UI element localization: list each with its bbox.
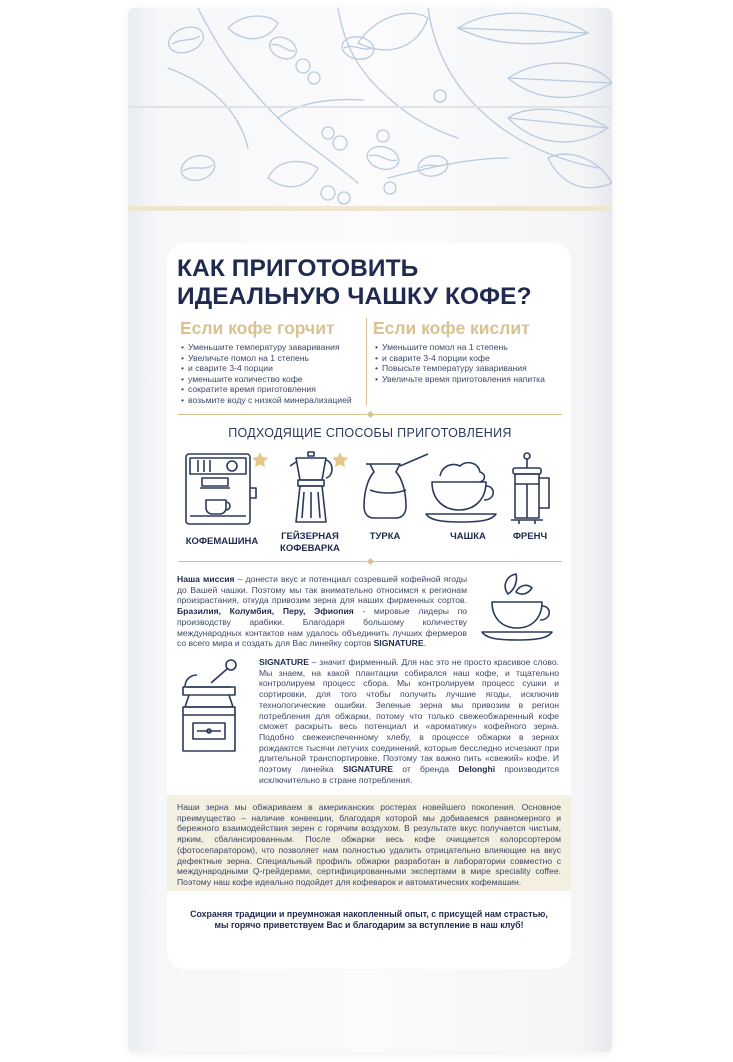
mission-brand: SIGNATURE — [373, 638, 424, 649]
closing-statement — [172, 909, 566, 931]
sour-heading: Если кофе кислит — [373, 318, 530, 338]
coffee-grinder-icon — [175, 657, 245, 757]
signature-lead: SIGNATURE — [259, 657, 309, 667]
signature-text: производится исключительно в стране потребления. — [259, 764, 559, 785]
list-item: • возьмите воду с низкой минерализацией — [181, 395, 363, 406]
signature-text: – значит фирменный. Для нас это не просто красивое слово. Мы знаем, на какой плантации собирался наш кофе, и тщательно контролируем процесс сбора. Мы контролируем процесс сушки и сортировки, для того чтобы получить лучшие ягоды, исключив технологические ошибки. Зеленые зерна мы привозим в регион потребления для обжарки, потому что только свежеобжаренный кофе сможет раскрыть весь потенциал и «ароматику» кофейного зерна. Подобно свежеиспеченному хлебу, в процессе обжарки в зернах рождаются тысячи летучих соединений, которые бесследно исчезают при длительной транспортировке. Поэтому так важно пить «свежий» кофе. И поэтому линейка — [259, 657, 559, 775]
page-title — [177, 255, 577, 311]
method-label-coffee-machine: КОФЕМАШИНА — [185, 536, 259, 547]
star-icon — [332, 452, 348, 467]
list-item: • Повысьте температуру заваривания — [375, 363, 565, 374]
methods-heading: ПОДХОДЯЩИЕ СПОСОБЫ ПРИГОТОВЛЕНИЯ — [228, 426, 512, 440]
list-item: • Увеличьте время приготовления напитка — [375, 374, 565, 385]
espresso-machine-icon — [180, 448, 270, 530]
list-item: • уменьшите количество кофе — [181, 374, 363, 385]
column-divider — [366, 318, 367, 406]
zipper-line — [128, 106, 612, 108]
mission-text: . — [423, 638, 426, 649]
signature-text: от бренда — [392, 764, 459, 775]
star-icon — [252, 452, 268, 467]
list-item: • сократите время приготовления — [181, 384, 363, 395]
sour-tips-list — [375, 342, 565, 384]
turkish-cezve-icon — [356, 452, 430, 524]
list-item: • Уменьшите помол на 1 степень — [375, 342, 565, 353]
method-label-line: КОФЕВАРКА — [280, 543, 340, 554]
label-top-band — [128, 206, 612, 211]
title-line-2: ИДЕАЛЬНУЮ ЧАШКУ КОФЕ? — [177, 283, 532, 310]
method-label-cup: ЧАШКА — [450, 531, 486, 542]
cappuccino-cup-icon — [424, 462, 500, 526]
method-label-line: ГЕЙЗЕРНАЯ — [281, 531, 339, 542]
list-item: • и сварите 3-4 порции — [181, 363, 363, 374]
mission-text: - мировые лидеры по производству арабики. Благодаря большому количеству международных контактов нам удалось объединить лучших фермеров со всего мира и создать для Вас линейку сортов — [177, 606, 468, 649]
title-line-1: КАК ПРИГОТОВИТЬ — [177, 255, 419, 282]
method-label-french-press: ФРЕНЧ — [512, 531, 548, 542]
moka-pot-icon — [278, 448, 350, 528]
closing-line-1: Сохраняя традиции и преумножая накопленный опыт, с присущей нам страстью, — [190, 909, 548, 919]
signature-paragraph — [259, 657, 559, 785]
bitter-heading: Если кофе горчит — [180, 318, 335, 338]
list-item: • и сварите 3-4 порции кофе — [375, 353, 565, 364]
tea-cup-icon — [478, 572, 564, 642]
signature-brand: SIGNATURE — [342, 764, 393, 775]
french-press-icon — [505, 452, 561, 526]
mission-text: – донести вкус и потенциал созревшей кофейной ягоды до Вашей чашки. Поэтому мы так внимательно относимся к регионам произрастания, откуда привозим зерна для наших фирменных сортов. — [177, 574, 468, 606]
mission-lead: Наша миссия — [177, 574, 235, 584]
closing-line-2: мы горячо приветствуем Вас и благодарим за вступление в наш клуб! — [214, 920, 524, 930]
method-label-cezve: ТУРКА — [369, 531, 401, 542]
list-item: • Уменьшите температуру заваривания — [181, 342, 363, 353]
mission-paragraph — [177, 574, 467, 649]
coffee-branch-illustration — [128, 8, 612, 218]
signature-maker: Delonghi — [458, 764, 496, 775]
bitter-tips-list — [181, 342, 363, 406]
roasting-paragraph: Наши зерна мы обжариваем в американских ростерах новейшего поколения. Основное преимущество – наличие конвекции, благодаря которой мы добиваемся равномерного и бережного взаимодействия зерен с горячим воздухом. В результате вкус получается чистым, ярким, сбалансированным. После обжарки весь кофе очищается колорсортером (фотосепаратором), что позволяет нам полностью удалить отрицательно влияющие на вкус дефектные зерна. Специальный профиль обжарки разработан в лаборатории совместно с международными Q-грейдерами, сертифицированными экспертами в мире speciality coffee. Поэтому наш кофе идеально подойдет для кофеварок и автоматических кофемашин. — [177, 802, 561, 887]
list-item: • Увеличьте помол на 1 степень — [181, 353, 363, 364]
method-label-moka-pot — [272, 531, 348, 555]
mission-countries: Бразилия, Колумбия, Перу, Эфиопия — [177, 606, 354, 617]
